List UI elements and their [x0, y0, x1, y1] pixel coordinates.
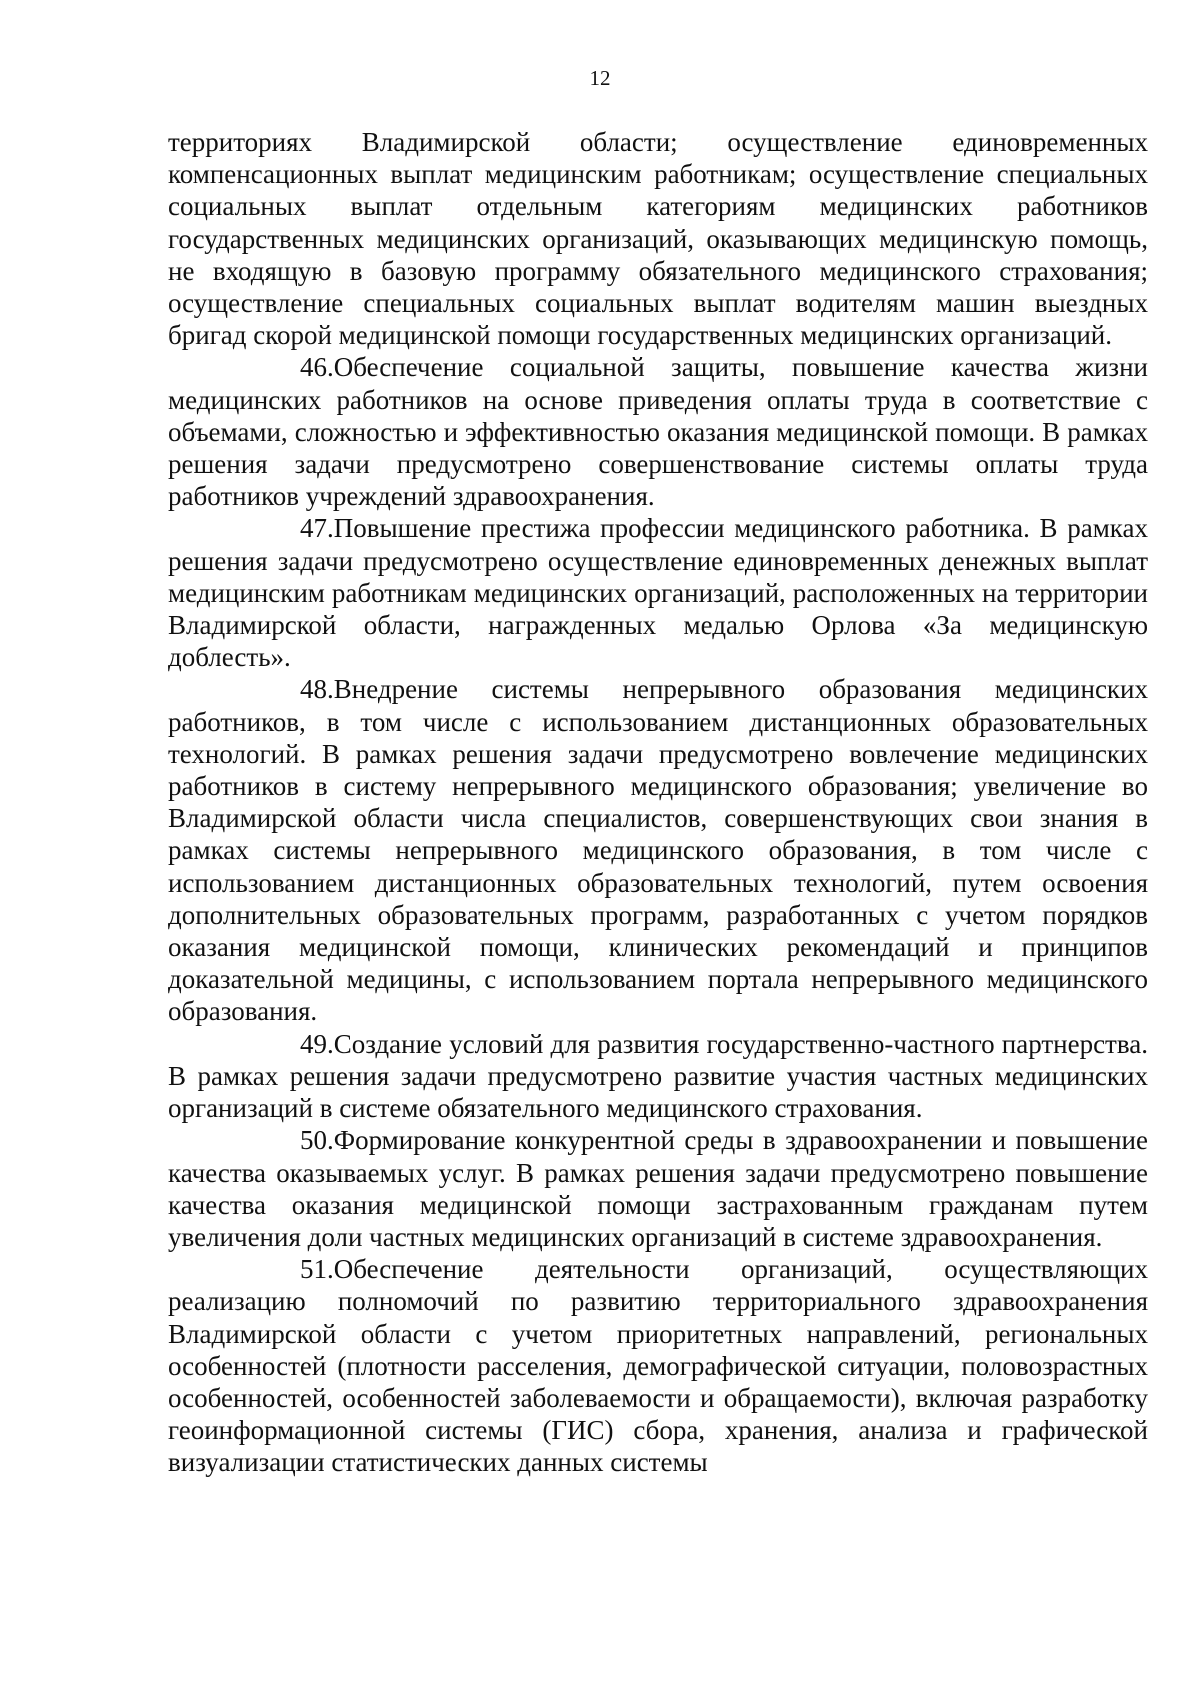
- paragraph-51: [168, 1253, 1148, 1478]
- paragraph-48: [168, 673, 1148, 1027]
- paragraph-text: Повышение престижа профессии медицинского работника. В рамках решения задачи предусмотрено осуществление единовременных денежных выплат медицинским работникам медицинских организаций, расположенных на территории Владимирской области, награжденных медалью Орлова «За медицинскую доблесть».: [168, 513, 1148, 673]
- paragraph-47: [168, 512, 1148, 673]
- paragraph-49: [168, 1028, 1148, 1125]
- paragraph-text: Формирование конкурентной среды в здравоохранении и повышение качества оказываемых услуг. В рамках решения задачи предусмотрено повышение качества оказания медицинской помощи застрахованным гражданам путем увеличения доли частных медицинских организаций в системе здравоохранения.: [168, 1125, 1148, 1252]
- paragraph-text: Создание условий для развития государственно-частного партнерства. В рамках решения задачи предусмотрено развитие участия частных медицинских организаций в системе обязательного медицинского страхования.: [168, 1028, 1148, 1124]
- page-number: 12: [589, 66, 611, 90]
- paragraph-50: [168, 1124, 1148, 1253]
- paragraph-text: Обеспечение социальной защиты, повышение качества жизни медицинских работников на основе приведения оплаты труда в соответствие с объемами, сложностью и эффективностью оказания медицинской помощи. В рамках решения задачи предусмотрено совершенствование системы оплаты труда работников учреждений здравоохранения.: [168, 352, 1148, 512]
- paragraph-number: 46.: [300, 352, 334, 383]
- paragraph-continuation: [168, 126, 1148, 351]
- paragraph-number: 50.: [300, 1125, 334, 1156]
- paragraph-46: [168, 351, 1148, 512]
- paragraph-number: 47.: [300, 513, 334, 544]
- paragraph-number: 48.: [300, 674, 334, 705]
- paragraph-number: 51.: [300, 1254, 334, 1285]
- paragraph-text: Обеспечение деятельности организаций, осуществляющих реализацию полномочий по развитию территориального здравоохранения Владимирской области с учетом приоритетных направлений, региональных особенностей (плотности расселения, демографической ситуации, половозрастных особенностей, особенностей заболеваемости и обращаемости), включая разработку геоинформационной системы (ГИС) сбора, хранения, анализа и графической визуализации статистических данных системы: [168, 1254, 1148, 1478]
- document-body: [168, 126, 1148, 1479]
- paragraph-text: территориях Владимирской области; осуществление единовременных компенсационных выплат медицинским работникам; осуществление специальных социальных выплат отдельным категориям медицинских работников государственных медицинских организаций, оказывающих медицинскую помощь, не входящую в базовую программу обязательного медицинского страхования; осуществление специальных социальных выплат водителям машин выездных бригад скорой медицинской помощи государственных медицинских организаций.: [168, 127, 1148, 351]
- paragraph-number: 49.: [300, 1028, 334, 1059]
- paragraph-text: Внедрение системы непрерывного образования медицинских работников, в том числе с использованием дистанционных образовательных технологий. В рамках решения задачи предусмотрено вовлечение медицинских работников в систему непрерывного медицинского образования; увеличение во Владимирской области числа специалистов, совершенствующих свои знания в рамках системы непрерывного медицинского образования, в том числе с использованием дистанционных образовательных технологий, путем освоения дополнительных образовательных программ, разработанных с учетом порядков оказания медицинской помощи, клинических рекомендаций и принципов доказательной медицины, с использованием портала непрерывного медицинского образования.: [168, 674, 1148, 1027]
